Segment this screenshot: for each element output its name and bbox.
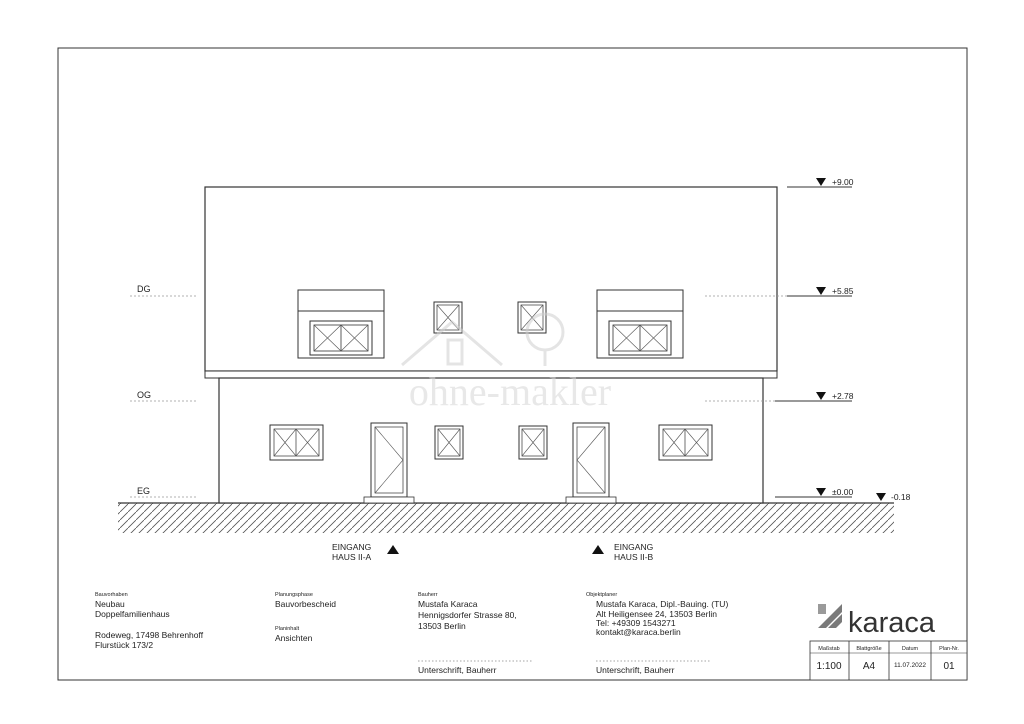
window-gf-left (270, 425, 323, 460)
logo-text: karaca (848, 607, 936, 639)
karaca-logo (818, 604, 936, 639)
entrance-b-line1: EINGANG (614, 542, 654, 552)
entrance-labels (332, 542, 654, 562)
elevation-000: ±0.00 (832, 487, 854, 497)
level-dg: DG (137, 284, 151, 294)
bauvorhaben-label: Bauvorhaben (95, 592, 128, 598)
elevation-900: +9.00 (832, 177, 854, 187)
plan-label: Plan-Nr. (939, 646, 959, 652)
entrance-b-arrow-icon (592, 545, 604, 554)
house-elevation (205, 187, 777, 503)
address-line1: Rodeweg, 17498 Behrenhoff (95, 630, 204, 640)
sheet-value: A4 (862, 661, 876, 672)
title-block (95, 592, 728, 675)
planner-name: Mustafa Karaca, Dipl.-Bauing. (TU) (596, 599, 729, 609)
elevation-markers (775, 177, 911, 502)
content-value: Ansichten (275, 633, 313, 643)
client-label: Bauherr (418, 592, 438, 598)
planner-label: Objektplaner (586, 592, 618, 598)
elevation-278: +2.78 (832, 391, 854, 401)
phase-value: Bauvorbescheid (275, 599, 336, 609)
client-name: Mustafa Karaca (418, 599, 478, 609)
ground-hatch (118, 503, 894, 533)
date-value: 11.07.2022 (893, 662, 927, 669)
watermark-text: ohne-makler (408, 369, 612, 414)
elevation-minus018: -0.18 (891, 492, 911, 502)
window-gf-small-left (435, 426, 463, 459)
scale-value: 1:100 (816, 661, 842, 672)
plan-value: 01 (943, 661, 955, 672)
content-label: Planinhalt (275, 626, 300, 632)
door-right (566, 423, 616, 503)
elevation-585: +5.85 (832, 286, 854, 296)
door-left (364, 423, 414, 503)
planner-email: kontakt@karaca.berlin (596, 627, 681, 637)
level-eg: EG (137, 486, 151, 496)
client-street: Hennigsdorfer Strasse 80, (418, 610, 517, 620)
entrance-a-line1: EINGANG (332, 542, 372, 552)
signature-right-label: Unterschrift, Bauherr (596, 665, 675, 675)
bauvorhaben-line2: Doppelfamilienhaus (95, 609, 170, 619)
address-line2: Flurstück 173/2 (95, 640, 154, 650)
entrance-a-arrow-icon (387, 545, 399, 554)
window-gf-right (659, 425, 712, 460)
date-label: Datum (901, 646, 919, 652)
entrance-b-line2: HAUS II-B (614, 552, 654, 562)
bauvorhaben-line1: Neubau (95, 599, 125, 609)
dormer-left (298, 290, 384, 358)
scale-label: Maßstab (818, 646, 840, 652)
roof (205, 187, 777, 371)
signature-left-label: Unterschrift, Bauherr (418, 665, 497, 675)
level-og: OG (137, 390, 152, 400)
planner-street: Alt Heiligensee 24, 13503 Berlin (596, 609, 717, 619)
entrance-a-line2: HAUS II-A (332, 552, 372, 562)
dormer-right (597, 290, 683, 358)
sheet-label: Blattgröße (856, 646, 882, 652)
info-table (810, 641, 967, 680)
window-gf-small-right (519, 426, 547, 459)
phase-label: Planungsphase (275, 592, 313, 598)
planner-tel: Tel: +49309 1543271 (596, 618, 676, 628)
client-city: 13503 Berlin (418, 621, 466, 631)
